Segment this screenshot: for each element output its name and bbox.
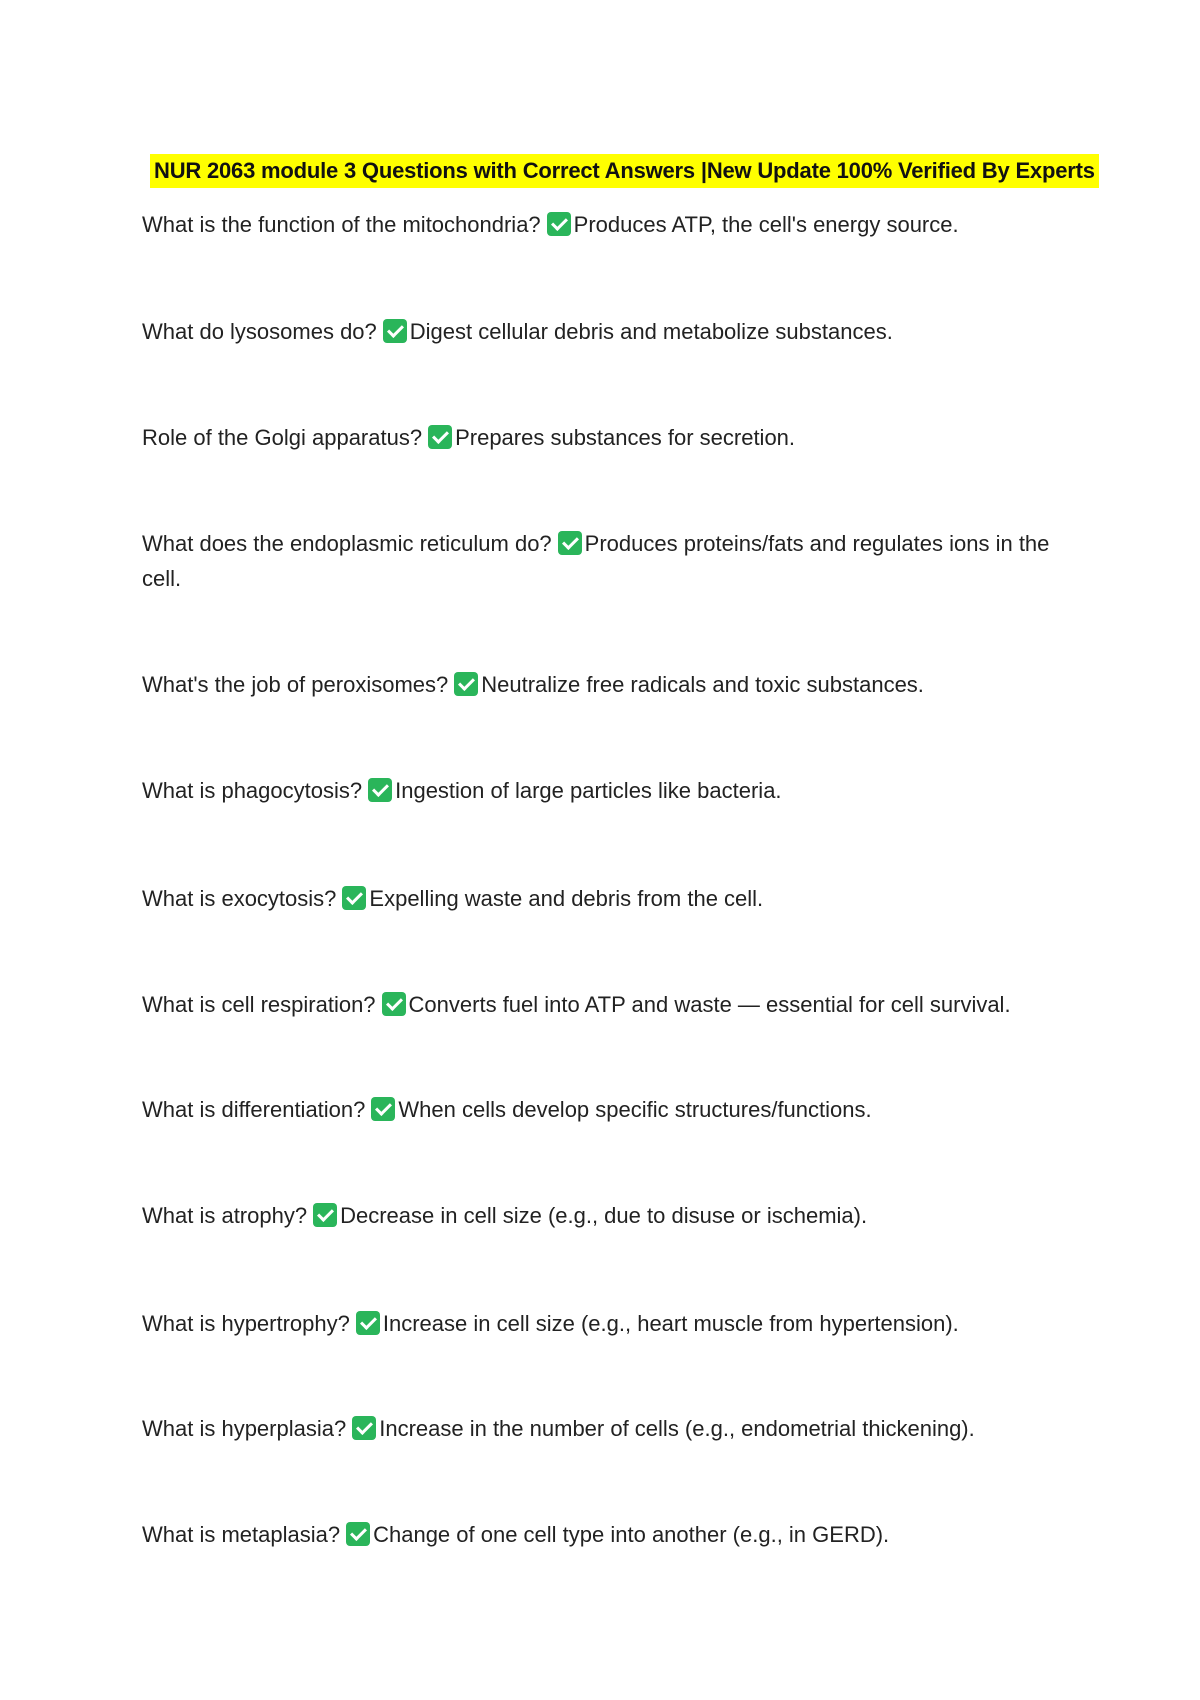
document-title: NUR 2063 module 3 Questions with Correct Answers |New Update 100% Verified By Experts [150, 154, 1099, 188]
check-mark-icon [558, 531, 582, 555]
check-mark-icon [371, 1097, 395, 1121]
check-mark-icon [428, 425, 452, 449]
qa-item [142, 1198, 1062, 1233]
qa-item [142, 667, 1062, 702]
answer-text: Ingestion of large particles like bacteria. [395, 778, 782, 803]
qa-item [142, 987, 1062, 1022]
answer-text: Increase in the number of cells (e.g., endometrial thickening). [379, 1416, 975, 1441]
qa-item [142, 881, 1062, 916]
question-text: What does the endoplasmic reticulum do? [142, 531, 552, 556]
answer-text: When cells develop specific structures/functions. [398, 1097, 872, 1122]
answer-text: Neutralize free radicals and toxic substances. [481, 672, 924, 697]
answer-text: Expelling waste and debris from the cell. [369, 886, 764, 911]
answer-text: Converts fuel into ATP and waste — essential for cell survival. [408, 992, 1011, 1017]
qa-item [142, 420, 1062, 455]
check-mark-icon [454, 672, 478, 696]
qa-item [142, 1306, 1062, 1341]
question-text: What is exocytosis? [142, 886, 337, 911]
qa-item [142, 1411, 1062, 1446]
answer-text: Decrease in cell size (e.g., due to disuse or ischemia). [340, 1203, 868, 1228]
question-text: What is differentiation? [142, 1097, 366, 1122]
answer-text: Change of one cell type into another (e.g., in GERD). [373, 1522, 890, 1547]
check-mark-icon [352, 1416, 376, 1440]
check-mark-icon [368, 778, 392, 802]
question-text: What is hyperplasia? [142, 1416, 347, 1441]
question-text: What is atrophy? [142, 1203, 308, 1228]
answer-text: Digest cellular debris and metabolize substances. [409, 319, 893, 344]
title-container [150, 154, 1095, 188]
qa-item [142, 1517, 1062, 1552]
check-mark-icon [356, 1311, 380, 1335]
answer-text: Produces proteins/fats and regulates ions in the cell. [142, 531, 1050, 591]
question-text: What is hypertrophy? [142, 1311, 350, 1336]
answer-text: Increase in cell size (e.g., heart muscle from hypertension). [382, 1311, 959, 1336]
question-text: What's the job of peroxisomes? [142, 672, 449, 697]
check-mark-icon [382, 992, 406, 1016]
qa-item [142, 773, 1062, 808]
qa-item [142, 1092, 1062, 1127]
check-mark-icon [313, 1203, 337, 1227]
check-mark-icon [547, 212, 571, 236]
qa-item [142, 314, 1062, 349]
answer-text: Prepares substances for secretion. [455, 425, 796, 450]
check-mark-icon [346, 1522, 370, 1546]
question-text: What is phagocytosis? [142, 778, 363, 803]
question-text: What is metaplasia? [142, 1522, 341, 1547]
check-mark-icon [383, 319, 407, 343]
question-text: What is the function of the mitochondria? [142, 212, 541, 237]
answer-text: Produces ATP, the cell's energy source. [573, 212, 959, 237]
question-text: What is cell respiration? [142, 992, 376, 1017]
question-text: Role of the Golgi apparatus? [142, 425, 423, 450]
question-text: What do lysosomes do? [142, 319, 377, 344]
qa-item [142, 526, 1062, 596]
check-mark-icon [342, 886, 366, 910]
qa-item [142, 207, 1062, 242]
